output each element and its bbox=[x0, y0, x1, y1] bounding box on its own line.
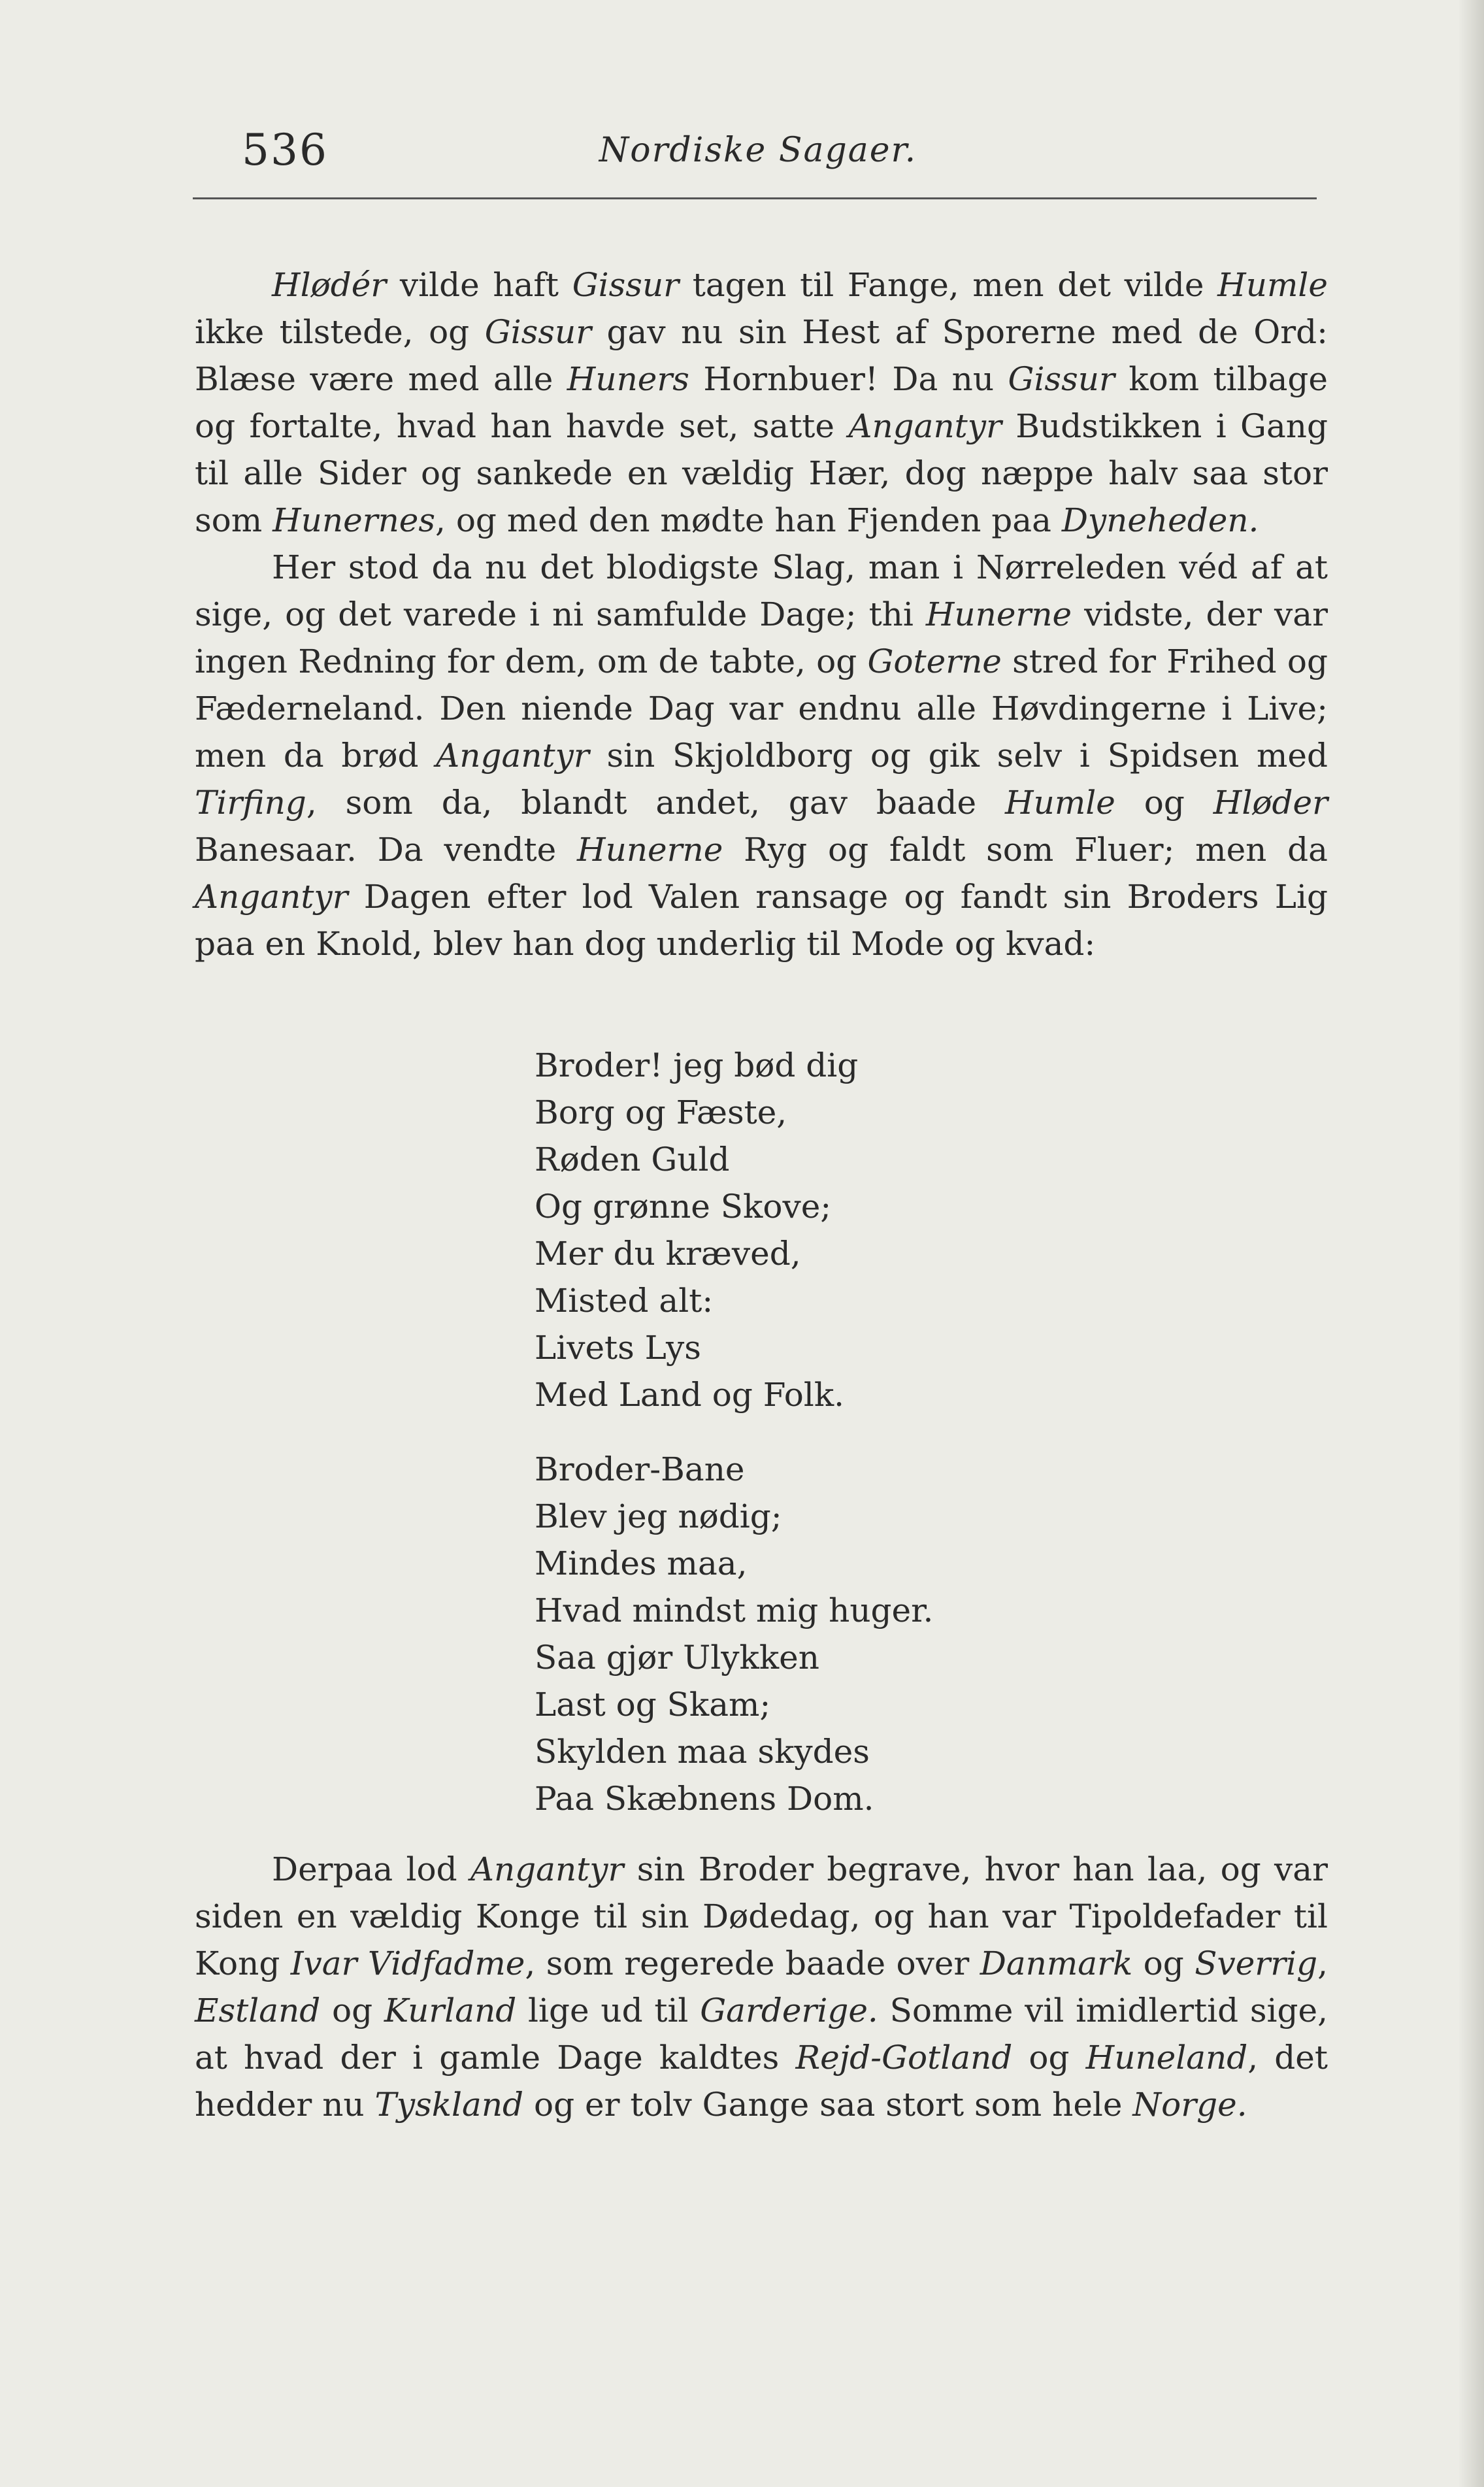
poem-line: Og grønne Skove; bbox=[535, 1188, 832, 1226]
poem-line: Livets Lys bbox=[535, 1329, 701, 1367]
poem-stanza bbox=[535, 1042, 1123, 1418]
header-rule bbox=[193, 197, 1317, 199]
text-run: Her stod da nu det blodigste Slag, man i Nørreleden véd af at sige, og det varede i ni samfulde Dage; thi bbox=[195, 548, 1328, 633]
text-run: Hornbuer! Da nu bbox=[689, 360, 1008, 398]
poem-line: Med Land og Folk. bbox=[535, 1376, 845, 1414]
italic-name: Hunerne bbox=[925, 595, 1072, 633]
text-run: , bbox=[1317, 1945, 1328, 1982]
italic-name: Huners bbox=[567, 360, 689, 398]
italic-name: Angantyr bbox=[848, 407, 1002, 445]
italic-name: Garderige. bbox=[700, 1992, 878, 2029]
text-run: ikke tilstede, og bbox=[195, 313, 485, 351]
text-run: vilde haft bbox=[386, 266, 572, 304]
italic-name: Angantyr bbox=[470, 1850, 624, 1888]
text-run: og bbox=[1012, 2039, 1086, 2077]
italic-name: Humle bbox=[1217, 266, 1328, 304]
poem-line: Mer du kræved, bbox=[535, 1235, 801, 1273]
prose-bottom bbox=[195, 1846, 1328, 2128]
text-run: , som da, blandt andet, gav baade bbox=[306, 784, 1006, 822]
italic-name: Dyneheden. bbox=[1061, 501, 1259, 539]
prose-top bbox=[195, 261, 1328, 967]
poem-line: Borg og Fæste, bbox=[535, 1093, 787, 1131]
text-run: , og med den mødte han Fjenden paa bbox=[435, 501, 1062, 539]
text-run: Somme vil imidlertid sige, at hvad der i gamle Dage kaldtes bbox=[195, 1992, 1328, 2077]
poem-stanza bbox=[535, 1446, 1123, 1822]
italic-name: Humle bbox=[1005, 784, 1115, 822]
text-run: , som regerede baade over bbox=[525, 1945, 980, 1982]
italic-name: Hlødér bbox=[272, 266, 387, 304]
poem-line: Paa Skæbnens Dom. bbox=[535, 1780, 874, 1818]
text-run: sin Skjoldborg og gik selv i Spidsen med bbox=[589, 737, 1328, 775]
text-run: stred for Frihed og Fæderneland. Den niende Dag var endnu alle Høvdingerne i Live; men da brød bbox=[195, 643, 1328, 775]
text-run: Banesaar. Da vendte bbox=[195, 831, 578, 869]
text-run: og bbox=[1115, 784, 1213, 822]
poem-line: Last og Skam; bbox=[535, 1686, 771, 1724]
poem-line: Blev jeg nødig; bbox=[535, 1497, 782, 1535]
italic-name: Gissur bbox=[572, 266, 680, 304]
poem-line: Røden Guld bbox=[535, 1141, 730, 1178]
italic-name: Gissur bbox=[1008, 360, 1115, 398]
text-run: Budstikken i Gang til alle Sider og sankede en vældig Hær, dog næppe halv saa stor som bbox=[195, 407, 1328, 539]
text-run: Dagen efter lod Valen ransage og fandt sin Broders Lig paa en Knold, blev han dog underlig til Mode og kvad: bbox=[195, 878, 1328, 963]
poem-line: Broder! jeg bød dig bbox=[535, 1046, 859, 1084]
italic-name: Angantyr bbox=[195, 878, 348, 916]
text-run: lige ud til bbox=[516, 1992, 701, 2029]
italic-name: Sverrig bbox=[1195, 1945, 1318, 1982]
italic-name: Rejd-Gotland bbox=[795, 2039, 1013, 2077]
italic-name: Kurland bbox=[384, 1992, 517, 2029]
text-run: gav nu sin Hest af Sporerne med de Ord: Blæse være med alle bbox=[195, 313, 1328, 398]
italic-name: Huneland bbox=[1085, 2039, 1248, 2077]
italic-name: Tyskland bbox=[374, 2086, 524, 2124]
text-run: og er tolv Gange saa stort som hele bbox=[523, 2086, 1133, 2124]
italic-name: Angantyr bbox=[436, 737, 589, 775]
italic-name: Hunernes bbox=[272, 501, 436, 539]
text-run: vidste, der var ingen Redning for dem, om de tabte, og bbox=[195, 595, 1328, 680]
text-run: Derpaa lod bbox=[272, 1850, 470, 1888]
italic-name: Ivar Vidfadme bbox=[290, 1945, 525, 1982]
page-number: 536 bbox=[242, 125, 328, 175]
paragraph bbox=[195, 261, 1328, 544]
poem-line: Broder-Bane bbox=[535, 1450, 745, 1488]
text-run: tagen til Fange, men det vilde bbox=[679, 266, 1218, 304]
text-run: og bbox=[1132, 1945, 1195, 1982]
text-run: , det hedder nu bbox=[195, 2039, 1328, 2124]
italic-name: Estland bbox=[195, 1992, 321, 2029]
page-header bbox=[196, 124, 1320, 176]
italic-name: Goterne bbox=[867, 643, 1002, 680]
italic-name: Hunerne bbox=[577, 831, 723, 869]
paragraph bbox=[195, 544, 1328, 967]
italic-name: Danmark bbox=[980, 1945, 1133, 1982]
italic-name: Tirfing bbox=[195, 784, 306, 822]
poem-line: Mindes maa, bbox=[535, 1544, 748, 1582]
italic-name: Norge. bbox=[1132, 2086, 1247, 2124]
poem-line: Misted alt: bbox=[535, 1282, 714, 1320]
poem-line: Saa gjør Ulykken bbox=[535, 1639, 819, 1677]
poem-line: Skylden maa skydes bbox=[535, 1733, 870, 1771]
text-run: Ryg og faldt som Fluer; men da bbox=[723, 831, 1328, 869]
page-edge-shadow bbox=[1458, 0, 1484, 2487]
paragraph bbox=[195, 1846, 1328, 2128]
text-run: kom tilbage og fortalte, hvad han havde set, satte bbox=[195, 360, 1328, 445]
italic-name: Hløder bbox=[1213, 784, 1328, 822]
text-run: og bbox=[320, 1992, 384, 2029]
poem-line: Hvad mindst mig huger. bbox=[535, 1592, 934, 1629]
text-run: sin Broder begrave, hvor han laa, og var siden en vældig Konge til sin Dødedag, og han var Tipoldefader til Kong bbox=[195, 1850, 1328, 1982]
italic-name: Gissur bbox=[484, 313, 592, 351]
running-title: Nordiske Sagaer. bbox=[599, 131, 917, 170]
